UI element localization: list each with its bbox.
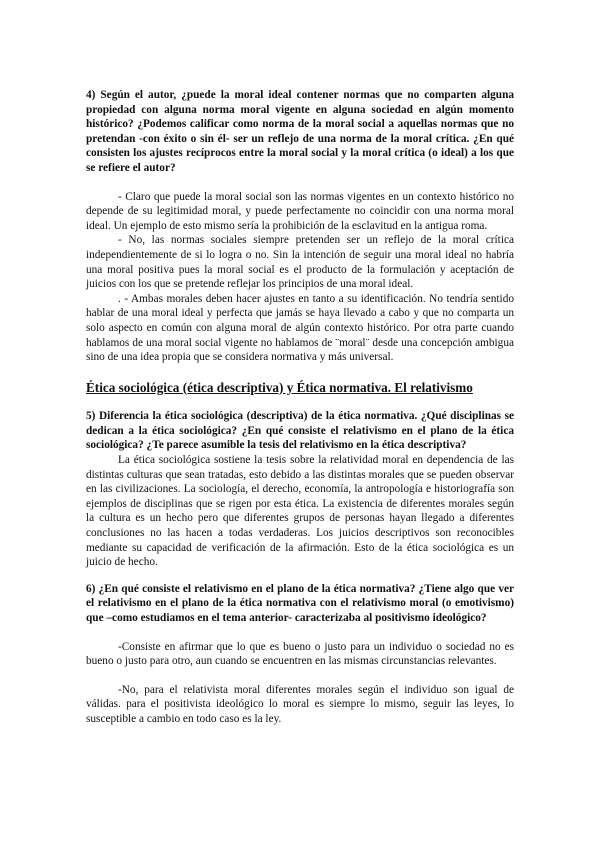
question-6: 6) ¿En qué consiste el relativismo en el plano de la ética normativa? ¿Tiene algo que ver el relativismo en el plano de la ética normativa con el relativismo moral (o emotivismo) que –como estudiamos en el tema anterior- caracterizaba al positivismo ideológico?: [86, 582, 514, 624]
section-heading: Ética sociológica (ética descriptiva) y Ética normativa. El relativismo: [86, 379, 473, 395]
question-5: 5) Diferencia la ética sociológica (descriptiva) de la ética normativa. ¿Qué disciplinas se dedican a la ética sociológica? ¿En qué consiste el relativismo en el plano de la ética sociológica? ¿Te parece asumible la tesis del relativismo en la ética descriptiva?: [86, 410, 514, 452]
answer-4-2: - No, las normas sociales siempre pretenden ser un reflejo de la moral crítica independientemente de si lo logra o no. Sin la intención de seguir una moral ideal no habría una moral positiva pues la moral social es el producto de la formulación y aceptación de juicios con los que se pretende reflejar los principios de una moral ideal.: [86, 234, 514, 291]
answer-6-2: -No, para el relativista moral diferentes morales según el individuo son igual de válidas. para el positivista ideológico lo moral es siempre lo mismo, seguir las leyes, lo susceptible a cambio en todo caso es la ley.: [86, 683, 514, 725]
answer-4-3: . - Ambas morales deben hacer ajustes en tanto a su identificación. No tendría sentido hablar de una moral ideal y perfecta que jamás se haya llevado a cabo y que no comparta un solo aspecto en común con alguna moral de algún contexto histórico. Por otra parte cuando hablamos de una moral social vigente no hablamos de ¨moral¨ desde una concepción ambigua sino de una idea propia que se considera normativa y más universal.: [86, 292, 514, 364]
answer-5-1: La ética sociológica sostiene la tesis sobre la relatividad moral en dependencia de las distintas culturas que sean tratadas, esto debido a las distintas morales que se pueden observar en las civilizaciones. La sociología, el derecho, economía, la antropología e historiografía son ejemplos de disciplinas que se rigen por esta ética. La existencia de diferentes morales según la cultura es un hecho pero que diferentes grupos de personas hayan llegado a diferentes conclusiones no las hacen a todas verdaderas. Los juicios descriptivos son reconocibles mediante su capacidad de verificación de la afirmación. Esto de la ética sociológica es un juicio de hecho.: [86, 454, 514, 569]
document-page: [86, 88, 514, 727]
question-4: 4) Según el autor, ¿puede la moral ideal contener normas que no comparten alguna propiedad con alguna norma moral vigente en alguna sociedad en algún momento histórico? ¿Podemos calificar como norma de la moral social a aquellas normas que no pretendan -con éxito o sin él- ser un reflejo de una norma de la moral crítica. ¿En qué consisten los ajustes recíprocos entre la moral social y la moral crítica (o ideal) a los que se refiere el autor?: [86, 89, 514, 174]
answer-4-1: - Claro que puede la moral social son las normas vigentes en un contexto histórico no depende de su legitimidad moral, y puede perfectamente no coincidir con una norma moral ideal. Un ejemplo de esto mismo sería la prohibición de la esclavitud en la antigua roma.: [86, 190, 514, 232]
answer-6-1: -Consiste en afirmar que lo que es bueno o justo para un individuo o sociedad no es bueno o justo para otro, aun cuando se encuentren en las mismas circunstancias relevantes.: [86, 640, 514, 668]
